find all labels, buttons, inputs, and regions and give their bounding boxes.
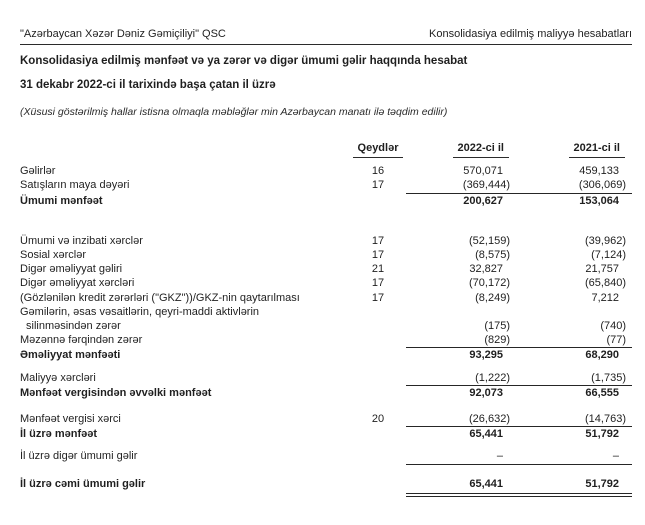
row-label: Sosial xərclər (20, 249, 87, 262)
row-value-2022: (26,632) (406, 412, 516, 427)
row-value-2022: (8,575) (475, 249, 510, 262)
table-header-row (20, 141, 632, 158)
report-type: Konsolidasiya edilmiş maliyyə hesabatları (429, 28, 632, 40)
row-value-2021: 66,555 (585, 386, 619, 399)
table-row (20, 291, 632, 305)
row-value-2021: 153,064 (579, 194, 619, 207)
row-label: İl üzrə digər ümumi gəlir (20, 450, 138, 463)
section-gap (20, 400, 632, 412)
table-row (20, 449, 632, 464)
row-value-2021: (7,124) (591, 249, 626, 262)
row-value-2022: 65,441 (406, 477, 516, 497)
table-row (20, 262, 632, 276)
row-value-2022: (8,249) (475, 291, 510, 304)
row-label: Satışların maya dəyəri (20, 179, 130, 192)
col-header-2021: 2021-ci il (516, 141, 632, 158)
row-value-2022: 32,827 (469, 263, 503, 276)
table-row (20, 319, 632, 333)
row-label: Digər əməliyyat xərcləri (20, 277, 135, 290)
row-note: 17 (371, 277, 385, 290)
row-value-2022: 93,295 (469, 349, 503, 362)
row-value-2022: (829) (406, 333, 516, 348)
col-header-notes: Qeydlər (350, 141, 406, 158)
row-value-2021: 51,792 (585, 428, 619, 441)
row-note: 17 (371, 291, 385, 304)
table-row (20, 412, 632, 427)
row-value-2021: (77) (516, 333, 632, 348)
row-label: (Gözlənilən kredit zərərləri ("GKZ"))/GKZ-nin qaytarılması (20, 291, 300, 304)
table-row (20, 178, 632, 193)
section-gap (20, 465, 632, 477)
row-label: Ümumi mənfəət (20, 194, 103, 207)
row-note: 17 (371, 234, 385, 247)
row-value-2021: (14,763) (516, 412, 632, 427)
row-value-2021: (65,840) (585, 277, 626, 290)
table-row (20, 348, 632, 362)
row-label: İl üzrə cəmi ümumi gəlir (20, 477, 146, 490)
row-value-2021: 68,290 (585, 349, 619, 362)
row-value-2022: 200,627 (463, 194, 503, 207)
row-label: Mənfəət vergisi xərci (20, 413, 121, 426)
row-value-2021: 51,792 (516, 477, 632, 497)
row-label: Ümumi və inzibati xərclər (20, 234, 143, 247)
row-value-2021: – (516, 449, 632, 464)
row-value-2022: (369,444) (406, 178, 516, 193)
row-value-2022: 570,071 (463, 165, 503, 178)
company-name: "Azərbaycan Xəzər Dəniz Gəmiçiliyi" QSC (20, 28, 226, 40)
row-value-2021: 459,133 (579, 165, 619, 178)
row-value-2021: (740) (600, 320, 626, 333)
row-value-2022: (70,172) (469, 277, 510, 290)
row-value-2021: 7,212 (591, 291, 619, 304)
statement-title: Konsolidasiya edilmiş mənfəət və ya zərər və digər ümumi gəlir haqqında hesabat (20, 55, 468, 67)
table-row (20, 371, 632, 386)
table-body (20, 164, 632, 497)
table-row (20, 194, 632, 208)
row-label: Maliyyə xərcləri (20, 371, 96, 384)
row-note: 16 (371, 165, 385, 178)
row-label: Digər əməliyyat gəliri (20, 263, 123, 276)
table-row (20, 333, 632, 348)
row-value-2022: – (406, 449, 516, 464)
table-row (20, 477, 632, 497)
row-label: Gəlirlər (20, 165, 56, 178)
row-label: İl üzrə mənfəət (20, 428, 98, 441)
col-header-2022: 2022-ci il (406, 141, 516, 158)
statement-period: 31 dekabr 2022-ci il tarixində başa çatan il üzrə (20, 79, 276, 91)
row-label: Əməliyyat mənfəəti (20, 349, 121, 362)
row-value-2021: (1,735) (516, 371, 632, 386)
section-gap (20, 363, 632, 371)
row-label: Məzənnə fərqindən zərər (20, 334, 143, 347)
row-value-2022: 92,073 (469, 386, 503, 399)
table-row (20, 305, 632, 319)
section-gap (20, 208, 632, 234)
row-note: 20 (371, 413, 385, 426)
table-row (20, 164, 632, 178)
row-label: silinməsindən zərər (26, 320, 121, 333)
row-note: 17 (371, 179, 385, 192)
row-note: 17 (371, 249, 385, 262)
row-value-2022: 65,441 (469, 428, 503, 441)
row-value-2021: 21,757 (585, 263, 619, 276)
row-value-2021: (306,069) (516, 178, 632, 193)
section-gap (20, 441, 632, 449)
table-row (20, 234, 632, 248)
row-value-2021: (39,962) (585, 234, 626, 247)
row-value-2022: (52,159) (469, 234, 510, 247)
row-value-2022: (1,222) (406, 371, 516, 386)
currency-note: (Xüsusi göstərilmiş hallar istisna olmaqla məbləğlər min Azərbaycan manatı ilə təqdim edilir) (20, 106, 448, 118)
table-row (20, 427, 632, 441)
row-label: Gəmilərin, əsas vəsaitlərin, qeyri-maddi aktivlərin (20, 305, 260, 318)
table-row (20, 248, 632, 262)
row-label: Mənfəət vergisindən əvvəlki mənfəət (20, 386, 212, 399)
document-header (20, 28, 632, 45)
table-row (20, 276, 632, 290)
table-row (20, 386, 632, 400)
row-note: 21 (371, 263, 385, 276)
income-statement-table (20, 141, 632, 497)
row-value-2022: (175) (484, 320, 510, 333)
